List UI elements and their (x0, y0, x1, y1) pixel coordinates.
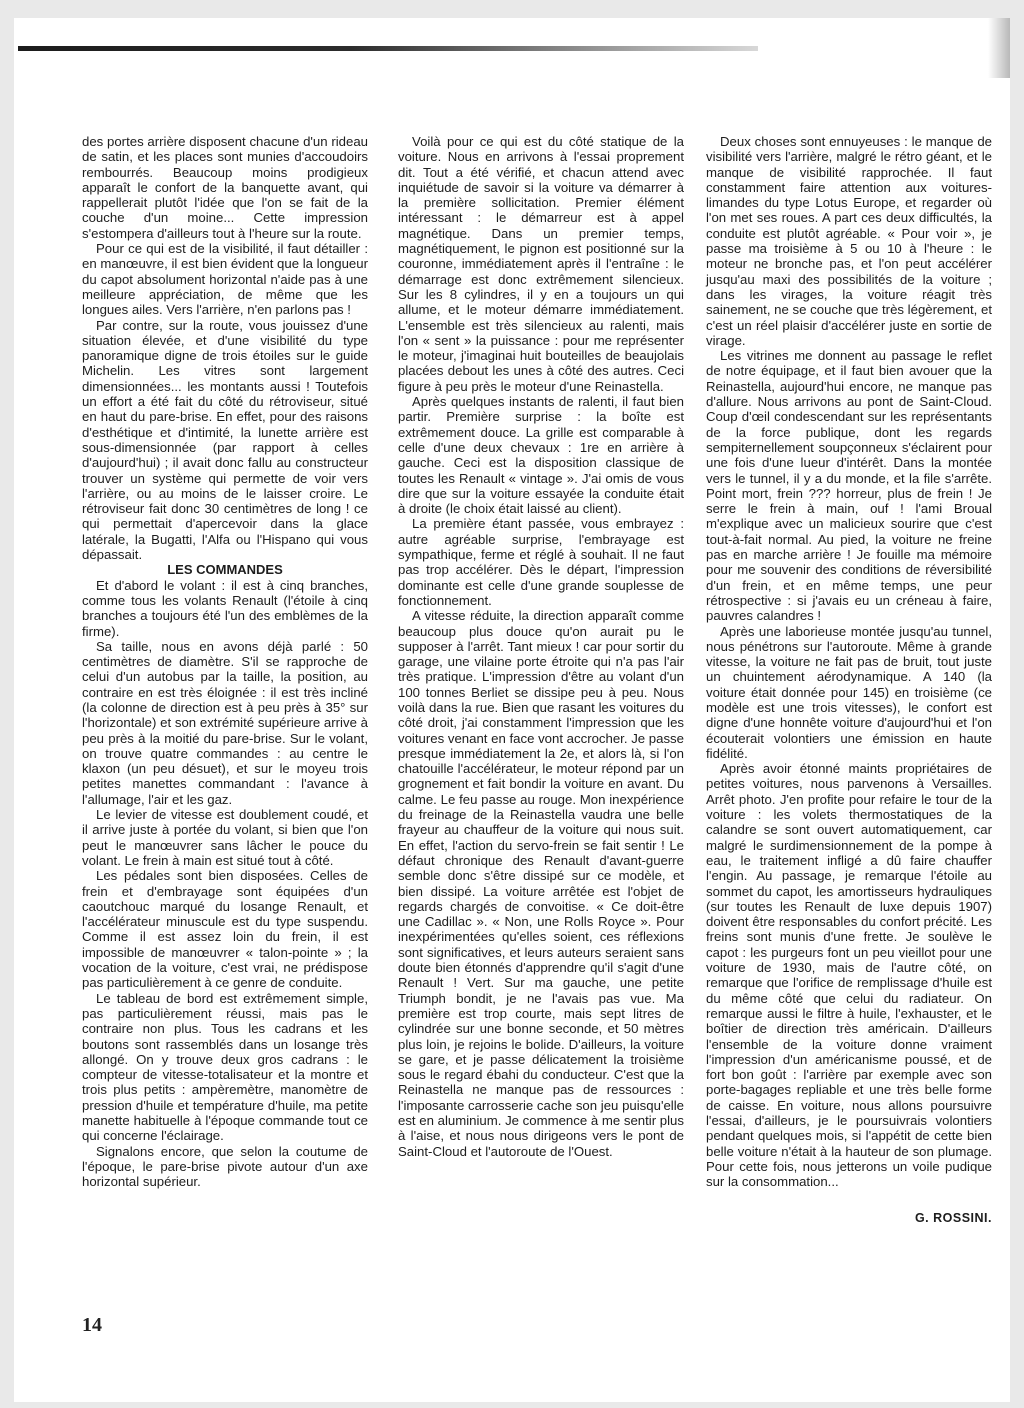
paragraph: A vitesse réduite, la direction apparaît comme beaucoup plus douce qu'on aurait pu le supposer à l'arrêt. Tant mieux ! car pour sortir du garage, une vilaine porte étroite qui n'a pas l'air très pratique. L'impression d'être au volant d'un 100 tonnes Berliet se dissipe peu à peu. Nous voilà dans la rue. Bien que rasant les voitures du côté droit, j'ai constamment l'impression que les voitures venant en face vont accrocher. Je passe presque immédiatement la 2e, et alors là, si l'on chatouille l'accélérateur, le moteur répond par un grognement et fait bondir la voiture en avant. Du calme. Le feu passe au rouge. Mon inexpérience du freinage de la Reinastella vaudra une belle frayeur au chauffeur de la voiture qui nous suit. En effet, l'action du servo-frein se fait sentir ! Le défaut chronique des Renault d'avant-guerre semble donc s'être dissipé sur ce modèle, et bien dissipé. La voiture arrêtée est l'objet de regards chargés de convoitise. « Ce doit-être une Cadillac ». « Non, une Rolls Royce ». Pour inexpérimentées qu'elles soient, ces réflexions sont significatives, et leurs auteurs seraient sans doute bien étonnés d'apprendre qu'il s'agit d'une Renault ! Vert. Sur ma gauche, une petite Triumph bondit, je ne l'avais pas vue. Ma première est trop courte, mais sept litres de cylindrée sur une bonne seconde, et 50 mètres plus loin, je rejoins le bolide. D'ailleurs, la voiture se gare, et je passe délicatement la troisième sous le regard ébahi du conducteur. C'est que la Reinastella ne manque pas de ressources : l'imposante carrosserie cache son jeu puisqu'elle est en aluminium. Je commence à me sentir plus à l'aise, et nous nous dirigeons vers le pont de Saint-Cloud et l'autoroute de l'Ouest. (398, 608, 684, 1159)
column-1 (82, 134, 368, 1189)
paragraph: Voilà pour ce qui est du côté statique de la voiture. Nous en arrivons à l'essai proprement dit. Tout a été vérifié, et chacun attend avec inquiétude de savoir si la voiture va démarrer à la première sollicitation. Premier élément intéressant : le démarreur est à appel magnétique. Dans un premier temps, magnétiquement, le pignon est positionné sur la couronne, immédiatement après il l'entraîne : le démarrage est donc extrêmement silencieux. Sur les 8 cylindres, il y en a toujours un qui allume, et le moteur démarre immédiatement. L'ensemble est très silencieux au ralenti, mais l'on « sent » la puissance : pour me représenter le moteur, j'imaginai huit bouteilles de beaujolais placées debout les unes à côté des autres. Ceci figure à peu près le moteur d'une Reinastella. (398, 134, 684, 394)
paragraph: Deux choses sont ennuyeuses : le manque de visibilité vers l'arrière, malgré le rétro géant, et le manque de visibilité rapprochée. Il faut constamment faire attention aux voitures-limandes du type Lotus Europe, et regarder où l'on met ses roues. A part ces deux difficultés, la conduite est plutôt agréable. « Pour voir », je passe ma troisième à 5 ou 10 à l'heure : le moteur ne bronche pas, et l'on peut accélérer jusqu'au maxi des possibilités de la voiture ; dans les virages, la voiture réagit très sainement, ne se couche que très légèrement, et c'est un réel plaisir d'accélérer juste en sortie de virage. (706, 134, 992, 348)
paragraph: Sa taille, nous en avons déjà parlé : 50 centimètres de diamètre. S'il se rapproche de celui d'un autobus par la taille, la position, au contraire en est très éloignée : il est très incliné (la colonne de direction est à peu près à 35° sur l'horizontale) et son extrémité supérieure arrive à peu près à la moitié du pare-brise. Sur le volant, on trouve quatre commandes : au centre le klaxon (un peu désuet), et sur le moyeu trois petites manettes commandant : l'avance à l'allumage, l'air et les gaz. (82, 638, 368, 807)
column-2 (398, 134, 684, 1159)
column-3 (706, 134, 992, 1227)
paragraph: Après avoir étonné maints propriétaires de petites voitures, nous parvenons à Versailles. Arrêt photo. J'en profite pour refaire le tour de la voiture : les volets thermostatiques de la calandre se sont ouvert automatiquement, car malgré le surdimensionnement de la pompe à eau, le traitement infligé a dû faire chauffer l'engin. Au passage, je remarque l'étoile au sommet du capot, les amortisseurs hydrauliques (sur toutes les Renault de luxe depuis 1907) doivent être responsables du confort précité. Les freins sont munis d'une frette. Je soulève le capot : les purgeurs font un peu vieillot pour une voiture de 1930, mais de l'autre côté, on remarque que l'orifice de remplissage d'huile est du même côté que celui du radiateur. On remarque aussi le filtre à huile, l'exhauster, et le boîtier de direction très américain. D'ailleurs l'ensemble de la voiture donne vraiment l'impression d'un américanisme poussé, et de fort bon goût : l'arrière par exemple avec son porte-bagages repliable et une très belle forme de caisse. En voiture, nous allons poursuivre l'essai, d'ailleurs, je le poursuivrais volontiers pendant quelques mois, si l'appétit de cette bien belle voiture n'était à la hauteur de son plumage. Pour cette fois, nous jetterons un voile pudique sur la consommation... (706, 761, 992, 1190)
paragraph: Par contre, sur la route, vous jouissez d'une situation élevée, et d'une visibilité du type panoramique digne de trois étoiles sur le guide Michelin. Les vitres sont largement dimensionnées... les montants aussi ! Toutefois un effort a été fait du côté du rétroviseur, situé en haut du pare-brise. En effet, pour des raisons d'esthétique et d'intimité, la lunette arrière est sous-dimensionnée (par rapport à celles d'aujourd'hui) ; il avait donc fallu au constructeur trouver un système qui permette de voir vers l'arrière, ou au moins de le laisser croire. Le rétroviseur fait donc 30 centimètres de long ! ce qui permettait d'apercevoir dans la glace latérale, la Bugatti, l'Alfa ou l'Hispano qui vous dépassait. (82, 317, 368, 563)
magazine-page (14, 18, 1010, 1402)
page-number: 14 (82, 1314, 102, 1336)
paragraph: Les vitrines me donnent au passage le reflet de notre équipage, et il faut bien avouer que la Reinastella, aujourd'hui encore, ne manque pas d'allure. Nous arrivons au pont de Saint-Cloud. Coup d'œil condescendant sur les représentants de la force publique, dont les regards sempiternellement soupçonneux s'éclairent pour une fois d'une lueur d'intérêt. Dans la montée vers le tunnel, il y a du monde, et la file s'arrête. Point mort, frein ??? horreur, plus de frein ! Je serre le frein à main, ouf ! l'ami Broual m'explique avec un malicieux sourire que c'est tout-à-fait normal. Au pied, la voiture ne freine pas en marche arrière ! Je fouille ma mémoire pour me souvenir des conditions de réversibilité d'un frein, et en même temps, une peur rétrospective : si j'avais eu un créneau à faire, pauvres calandres ! (706, 348, 992, 624)
paragraph: Les pédales sont bien disposées. Celles de frein et d'embrayage sont équipées d'un caoutchouc marqué du losange Renault, et l'accélérateur minuscule est du type suspendu. Comme il est assez loin du frein, il est impossible de manœuvrer « talon-pointe » ; la vocation de la voiture, c'est vrai, ne prédispose pas particulièrement à ce genre de conduite. (82, 868, 368, 991)
paragraph: Le tableau de bord est extrêmement simple, pas particulièrement réussi, mais pas le contraire non plus. Tous les cadrans et les boutons sont rassemblés dans un losange très allongé. On y trouve deux gros cadrans : le compteur de vitesse-totalisateur et la montre et trois plus petits : ampèremètre, manomètre de pression d'huile et température d'huile, ma petite manette habituelle à l'époque commande tout ce qui concerne l'éclairage. (82, 990, 368, 1144)
top-rule (18, 46, 758, 51)
paragraph: Et d'abord le volant : il est à cinq branches, comme tous les volants Renault (l'étoile à cinq branches a toujours été l'un des emblèmes de la firme). (82, 577, 368, 639)
paragraph: Pour ce qui est de la visibilité, il faut détailler : en manœuvre, il est bien évident que la longueur du capot absolument horizontal n'aide pas à une meilleure appréciation, de même que les longues ailes. Vers l'arrière, n'en parlons pas ! (82, 241, 368, 318)
paragraph: Après une laborieuse montée jusqu'au tunnel, nous pénétrons sur l'autoroute. Même à grande vitesse, la voiture ne fait pas de bruit, tout juste un chuintement aérodynamique. A 140 (la voiture était donnée pour 145) en troisième (ce modèle est une trois vitesses), le confort est digne d'une honnête voiture d'aujourd'hui et l'on écouterait volontiers une émission en haute fidélité. (706, 623, 992, 761)
paragraph: Après quelques instants de ralenti, il faut bien partir. Première surprise : la boîte est extrêmement douce. La grille est comparable à celle d'une deux chevaux : 1re en arrière à gauche. Ceci est la disposition classique de toutes les Renault « vintage ». J'ai omis de vous dire que sur la voiture essayée la conduite était à droite (le choix était laissé au client). (398, 394, 684, 517)
paragraph: La première étant passée, vous embrayez : autre agréable surprise, l'embrayage est sympathique, ferme et réglé à souhait. Il ne faut pas trop accélérer. Dès le départ, l'impression dominante est celle d'une grande souplesse de fonctionnement. (398, 516, 684, 608)
author-signature: G. ROSSINI. (914, 1211, 992, 1226)
section-heading: LES COMMANDES (167, 562, 283, 578)
paragraph: Signalons encore, que selon la coutume de l'époque, le pare-brise pivote autour d'un axe horizontal supérieur. (82, 1143, 368, 1190)
page-edge-shadow (988, 18, 1010, 78)
paragraph: Le levier de vitesse est doublement coudé, et il arrive juste à portée du volant, si bien que l'on peut le manœuvrer sans lâcher le pouce du volant. Le frein à main est situé tout à côté. (82, 807, 368, 868)
paragraph: des portes arrière disposent chacune d'un rideau de satin, et les places sont munies d'accoudoirs rembourrés. Beaucoup moins prodigieux apparaît le confort de la banquette avant, qui rappellerait plutôt l'idée que l'on se fait de la couche d'un moine... Cette impression s'estompera d'ailleurs tout à l'heure sur la route. (82, 134, 368, 241)
